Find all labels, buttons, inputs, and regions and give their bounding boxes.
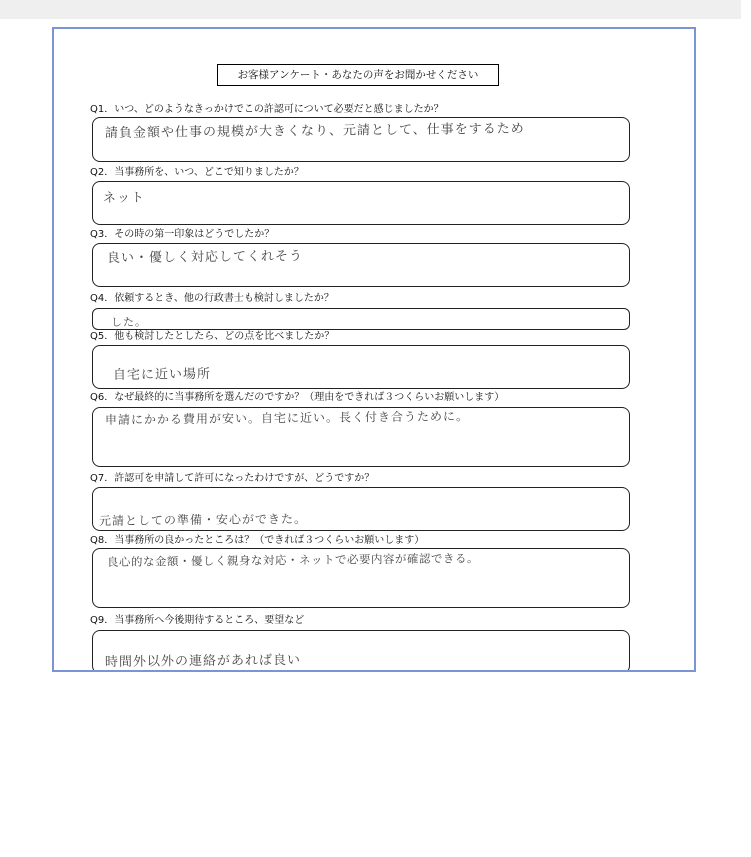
- answer-7: 元請としての準備・安心ができた。: [98, 511, 308, 528]
- answer-5: 自宅に近い場所: [112, 366, 212, 383]
- answer-9: 時間外以外の連絡があれば良い: [104, 652, 302, 670]
- answer-8: 良心的な金額・優しく親身な対応・ネットで必要内容が確認できる。: [106, 551, 480, 569]
- answer-box-5: [92, 345, 630, 389]
- answer-box-7: [92, 487, 630, 531]
- question-8: Q8．当事務所の良かったところは？（できれば３つくらいお願いします）: [90, 535, 425, 546]
- question-3: Q3．その時の第一印象はどうでしたか？: [90, 229, 275, 240]
- answer-box-1: [92, 117, 630, 162]
- question-4: Q4．依頼するとき、他の行政書士も検討しましたか？: [90, 293, 334, 304]
- survey-document: [52, 27, 696, 672]
- answer-box-6: [92, 407, 630, 467]
- top-toolbar-strip: [0, 0, 741, 19]
- answer-2: ネット: [102, 190, 146, 206]
- question-6: Q6．なぜ最終的に当事務所を選んだのですか？（理由をできれば３つくらいお願いします）: [90, 392, 505, 403]
- answer-box-4: [92, 308, 630, 330]
- question-5: Q5．他も検討したとしたら、どの点を比べましたか？: [90, 331, 335, 342]
- answer-1: 請負金額や仕事の規模が大きくなり、元請として、仕事をするため: [104, 121, 525, 141]
- answer-3: 良い・優しく対応してくれそう: [106, 248, 304, 266]
- question-7: Q7．許認可を申請して許可になったわけですが、どうですか？: [90, 473, 375, 484]
- answer-6: 申請にかかる費用が安い。自宅に近い。長く付き合うために。: [104, 409, 470, 427]
- question-1: Q1．いつ、どのようなきっかけでこの許認可について必要だと感じましたか？: [90, 104, 444, 115]
- survey-title: お客様アンケート・あなたの声をお聞かせください: [217, 64, 499, 86]
- answer-box-3: [92, 243, 630, 287]
- answer-box-9: [92, 630, 630, 672]
- answer-box-8: [92, 548, 630, 608]
- question-9: Q9．当事務所へ今後期待するところ、要望など: [90, 615, 305, 626]
- answer-box-2: [92, 181, 630, 225]
- answer-4: した。: [110, 315, 148, 329]
- question-2: Q2．当事務所を、いつ、どこで知りましたか？: [90, 167, 304, 178]
